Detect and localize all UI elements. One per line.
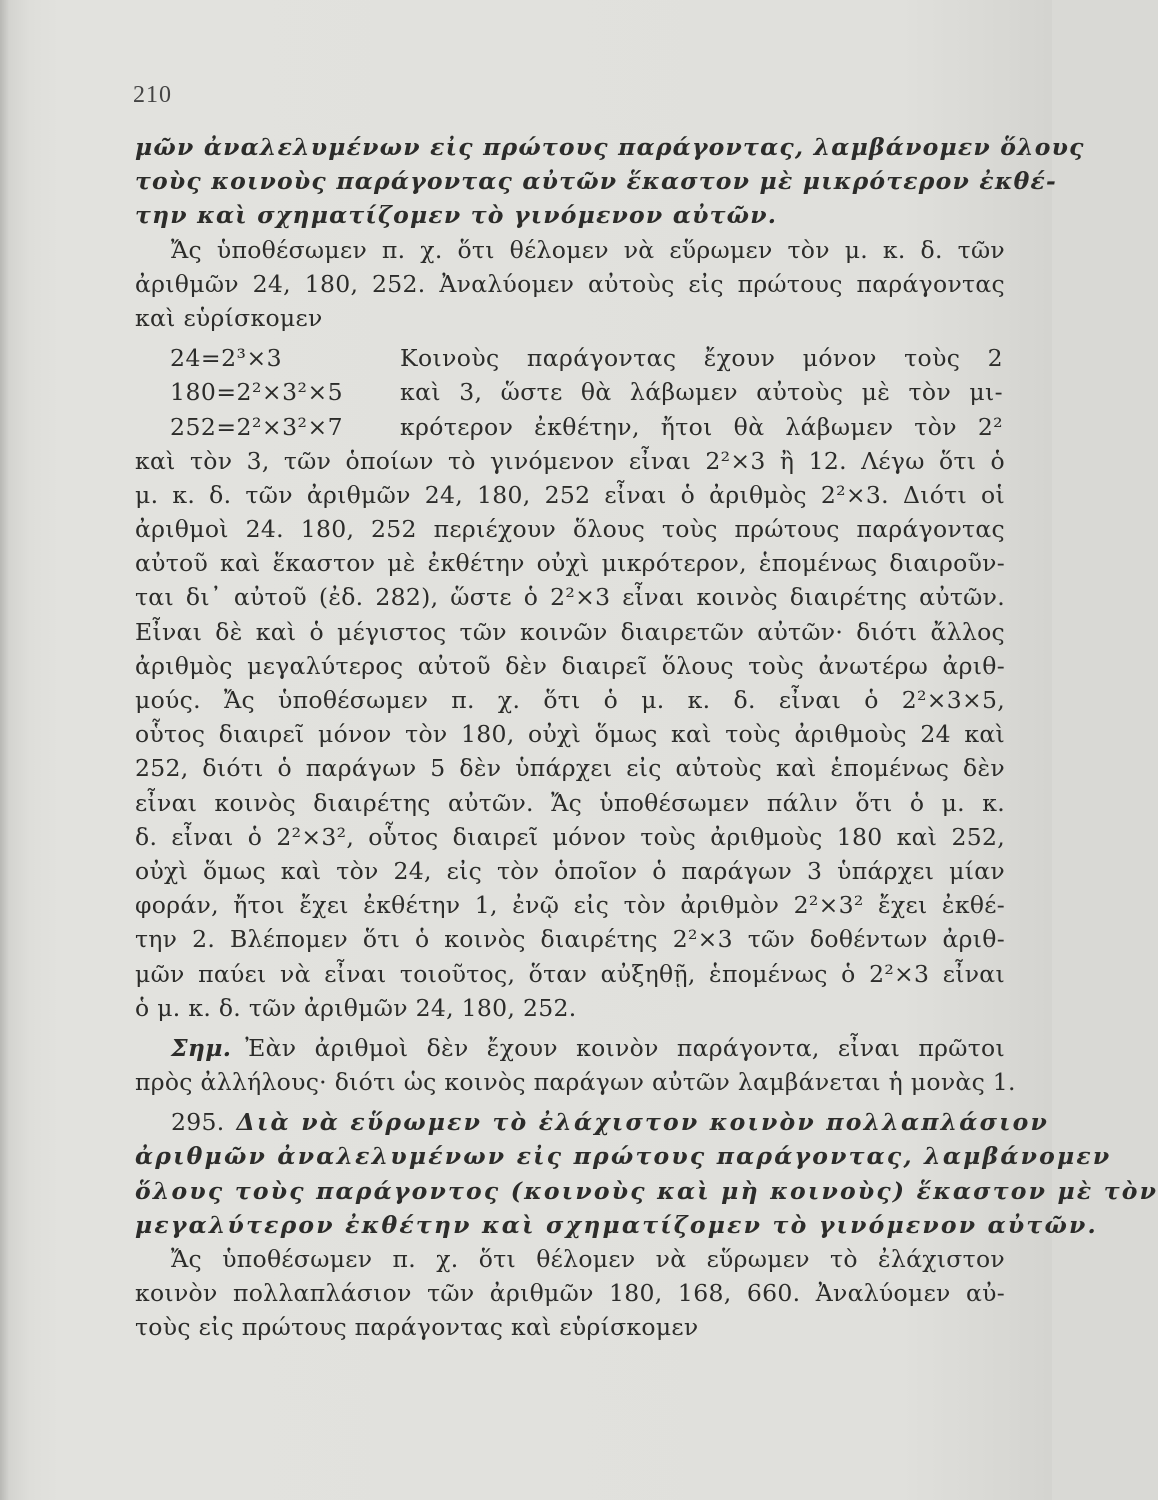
formula-row	[135, 410, 1005, 444]
text-line	[135, 922, 1005, 956]
text-line	[135, 649, 1005, 683]
text-line	[135, 164, 1057, 198]
line-text: μ. κ. δ. τῶν ἀριθμῶν 24, 180, 252 εἶναι ὁ ἀριθμὸς 2²×3. Διότι οἱ	[135, 480, 1005, 509]
section-number: 295.	[171, 1108, 225, 1137]
line-text: ὁ μ. κ. δ. τῶν ἀριθμῶν 24, 180, 252.	[135, 993, 577, 1022]
text-line	[135, 615, 1005, 649]
line-text: Εἶναι δὲ καὶ ὁ μέγιστος τῶν κοινῶν διαιρετῶν αὐτῶν· διότι ἄλλος	[135, 617, 1005, 646]
page-number: 210	[133, 82, 172, 108]
line-text: μῶν ἀναλελυμένων εἰς πρώτους παράγοντας, λαμβάνομεν ὅλους	[135, 133, 1085, 161]
section-heading: μεγαλύτερον ἐκθέτην καὶ σχηματίζομεν τὸ γινόμενον αὐτῶν.	[135, 1210, 1098, 1239]
line-text: κοινὸν πολλαπλάσιον τῶν ἀριθμῶν 180, 168, 660. Ἀναλύομεν αὐ-	[135, 1279, 1005, 1308]
page-text	[135, 130, 1158, 1345]
text-line	[135, 233, 1005, 267]
heading-line	[135, 1208, 1098, 1242]
heading-line	[135, 1139, 1112, 1173]
formula: 180=2²×3²×5	[170, 378, 344, 407]
text-line	[135, 301, 1005, 335]
line-text: τοὺς κοινοὺς παράγοντας αὐτῶν ἕκαστον μὲ μικρότερον ἐκθέ-	[135, 167, 1057, 196]
text-line	[135, 198, 1005, 232]
text-line	[135, 888, 1005, 922]
section-heading: ἀριθμῶν ἀναλελυμένων εἰς πρώτους παράγοντας, λαμβάνομεν	[135, 1142, 1112, 1171]
line-text: ἀριθμῶν 24, 180, 252. Ἀναλύομεν αὐτοὺς εἰς πρώτους παράγοντας	[135, 269, 1005, 298]
text-line	[135, 444, 1005, 478]
text-line	[135, 1310, 1005, 1344]
formula-comment: καὶ 3, ὥστε θὰ λάβωμεν αὐτοὺς μὲ τὸν μι-	[400, 378, 1003, 407]
text-line	[135, 717, 1005, 751]
line-text: καὶ τὸν 3, τῶν ὁποίων τὸ γινόμενον εἶναι 2²×3 ἢ 12. Λέγω ὅτι ὁ	[135, 446, 1005, 475]
line-text: καὶ εὑρίσκομεν	[135, 303, 323, 332]
line-text: ἀριθμὸς μεγαλύτερος αὐτοῦ δὲν διαιρεῖ ὅλους τοὺς ἀνωτέρω ἀριθ-	[135, 651, 1005, 680]
text-line	[135, 991, 1005, 1025]
line-text: την καὶ σχηματίζομεν τὸ γινόμενον αὐτῶν.	[135, 201, 778, 230]
note-line	[135, 1065, 1016, 1099]
formula-row	[135, 341, 1005, 375]
line-text: ἀριθμοὶ 24. 180, 252 περιέχουν ὅλους τοὺς πρώτους παράγοντας	[135, 515, 1005, 544]
formula: 252=2²×3²×7	[170, 412, 344, 441]
line-text: οὐχὶ ὅμως καὶ τὸν 24, εἰς τὸν ὁποῖον ὁ παράγων 3 ὑπάρχει μίαν	[135, 856, 1005, 885]
section-heading: ὅλους τοὺς παράγοντος (κοινοὺς καὶ μὴ κοινοὺς) ἕκαστον μὲ τὸν	[135, 1176, 1158, 1205]
line-text: Ἄς ὑποθέσωμεν π. χ. ὅτι θέλομεν νὰ εὕρωμεν τὸ ἐλάχιστον	[171, 1245, 1005, 1273]
text-line	[135, 786, 1005, 820]
text-line	[135, 478, 1005, 512]
text-line	[135, 1276, 1005, 1310]
heading-line	[135, 1174, 1158, 1208]
page-binding-edge	[0, 0, 10, 1500]
formula-comment: κρότερον ἐκθέτην, ἤτοι θὰ λάβωμεν τὸν 2²	[400, 412, 1003, 441]
line-text: ται δι᾽ αὐτοῦ (ἐδ. 282), ὥστε ὁ 2²×3 εἶναι κοινὸς διαιρέτης αὐτῶν.	[135, 583, 1005, 612]
line-text: μῶν παύει νὰ εἶναι τοιοῦτος, ὅταν αὐξηθῇ, ἑπομένως ὁ 2²×3 εἶναι	[135, 959, 1005, 988]
heading-line	[135, 1105, 1050, 1139]
text-line	[135, 546, 1005, 580]
note-line	[135, 1031, 1005, 1065]
text-line	[135, 1242, 1005, 1276]
section-heading: Διὰ νὰ εὕρωμεν τὸ ἐλάχιστον κοινὸν πολλαπλάσιον	[236, 1108, 1050, 1137]
line-text: εἶναι κοινὸς διαιρέτης αὐτῶν. Ἄς ὑποθέσωμεν πάλιν ὅτι ὁ μ. κ.	[135, 788, 1005, 817]
text-line	[135, 751, 1005, 785]
text-line	[135, 267, 1005, 301]
line-text: φοράν, ἤτοι ἔχει ἐκθέτην 1, ἐνῷ εἰς τὸν ἀριθμὸν 2²×3² ἔχει ἐκθέ-	[135, 891, 1005, 920]
line-text: 252, διότι ὁ παράγων 5 δὲν ὑπάρχει εἰς αὐτοὺς καὶ ἑπομένως δὲν	[135, 754, 1005, 783]
line-text: Ἐὰν ἀριθμοὶ δὲν ἔχουν κοινὸν παράγοντα, εἶναι πρῶτοι	[245, 1033, 1005, 1062]
formula-comment: Κοινοὺς παράγοντας ἔχουν μόνον τοὺς 2	[400, 344, 1003, 373]
text-line	[135, 820, 1005, 854]
text-line	[135, 512, 1005, 546]
line-text: δ. εἶναι ὁ 2²×3², οὗτος διαιρεῖ μόνον τοὺς ἀριθμοὺς 180 καὶ 252,	[135, 822, 1005, 851]
line-text: την 2. Βλέπομεν ὅτι ὁ κοινὸς διαιρέτης 2²×3 τῶν δοθέντων ἀριθ-	[135, 925, 1005, 954]
formula: 24=2³×3	[170, 344, 283, 373]
text-line	[135, 854, 1005, 888]
text-line	[135, 580, 1005, 614]
line-text: αὐτοῦ καὶ ἕκαστον μὲ ἐκθέτην οὐχὶ μικρότερον, ἑπομένως διαιροῦν-	[135, 549, 1005, 578]
text-line	[135, 683, 1005, 717]
note-label: Σημ.	[171, 1033, 232, 1062]
text-line	[135, 130, 1085, 164]
formula-row	[135, 375, 1005, 409]
line-text: μούς. Ἄς ὑποθέσωμεν π. χ. ὅτι ὁ μ. κ. δ. εἶναι ὁ 2²×3×5,	[135, 686, 1005, 714]
text-line	[135, 957, 1005, 991]
line-text: πρὸς ἀλλήλους· διότι ὡς κοινὸς παράγων αὐτῶν λαμβάνεται ἡ μονὰς 1.	[135, 1068, 1016, 1097]
line-text: Ἄς ὑποθέσωμεν π. χ. ὅτι θέλομεν νὰ εὕρωμεν τὸν μ. κ. δ. τῶν	[171, 235, 1005, 264]
line-text: τοὺς εἰς πρώτους παράγοντας καὶ εὑρίσκομεν	[135, 1313, 699, 1342]
line-text: οὗτος διαιρεῖ μόνον τὸν 180, οὐχὶ ὅμως καὶ τοὺς ἀριθμοὺς 24 καὶ	[135, 720, 1005, 749]
